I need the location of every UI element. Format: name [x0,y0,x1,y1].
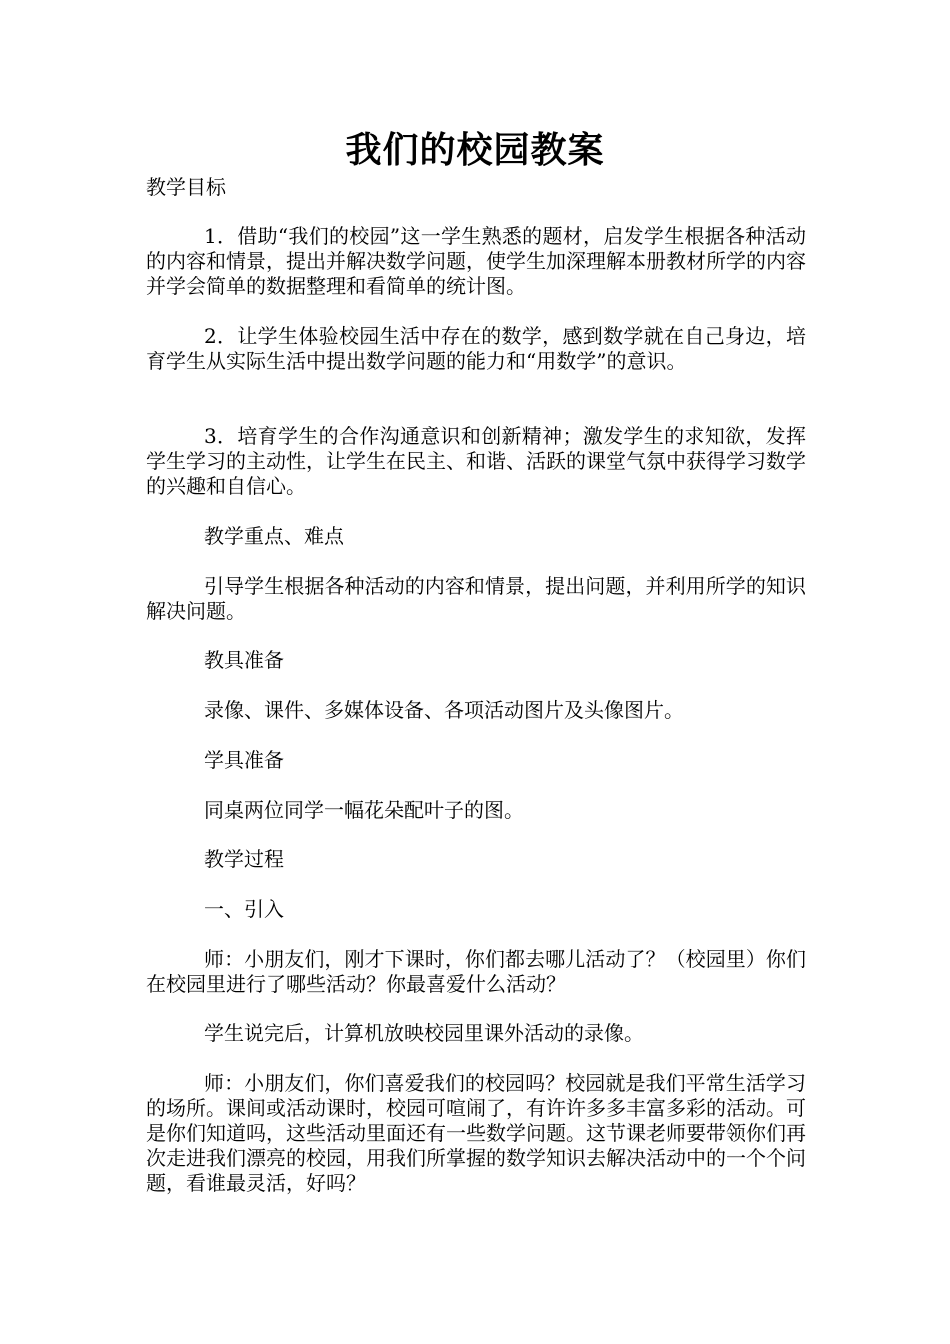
paragraph-section-intro: 一、引入 [204,897,284,921]
paragraph-objective-2: 2．让学生体验校园生活中存在的数学，感到数学就在自己身边，培育学生从实际生活中提出数学问题的能力和“用数学”的意识。 [146,324,806,373]
paragraph-heading-teaching-aids: 教具准备 [204,648,284,672]
paragraph-objective-1: 1．借助“我们的校园”这一学生熟悉的题材，启发学生根据各种活动的内容和情景，提出并解决数学问题，使学生加深理解本册教材所学的内容并学会简单的数据整理和看简单的统计图。 [146,224,806,298]
paragraph-heading-key-points: 教学重点、难点 [204,524,344,548]
paragraph-teacher-question: 师：小朋友们，刚才下课时，你们都去哪儿活动了？（校园里）你们在校园里进行了哪些活动？你最喜爱什么活动？ [146,947,806,996]
paragraph-heading-process: 教学过程 [204,847,284,871]
paragraph-learning-aids: 同桌两位同学一幅花朵配叶子的图。 [204,798,524,822]
document-title: 我们的校园教案 [345,129,605,171]
paragraph-heading-objectives: 教学目标 [146,175,226,199]
paragraph-teacher-speech: 师：小朋友们，你们喜爱我们的校园吗？校园就是我们平常生活学习的场所。课间或活动课时，校园可喧闹了，有许许多多丰富多彩的活动。可是你们知道吗，这些活动里面还有一些数学问题。这节课老师要带领你们再次走进我们漂亮的校园，用我们所掌握的数学知识去解决活动中的一个个问题，看谁最灵活，好吗？ [146,1071,806,1195]
paragraph-teaching-aids: 录像、课件、多媒体设备、各项活动图片及头像图片。 [204,698,684,722]
paragraph-objective-3: 3．培育学生的合作沟通意识和创新精神；激发学生的求知欲，发挥学生学习的主动性，让学生在民主、和谐、活跃的课堂气氛中获得学习数学的兴趣和自信心。 [146,424,806,498]
paragraph-key-points: 引导学生根据各种活动的内容和情景，提出问题，并利用所学的知识解决问题。 [146,574,806,623]
paragraph-heading-learning-aids: 学具准备 [204,748,284,772]
paragraph-student-response: 学生说完后，计算机放映校园里课外活动的录像。 [204,1021,644,1045]
